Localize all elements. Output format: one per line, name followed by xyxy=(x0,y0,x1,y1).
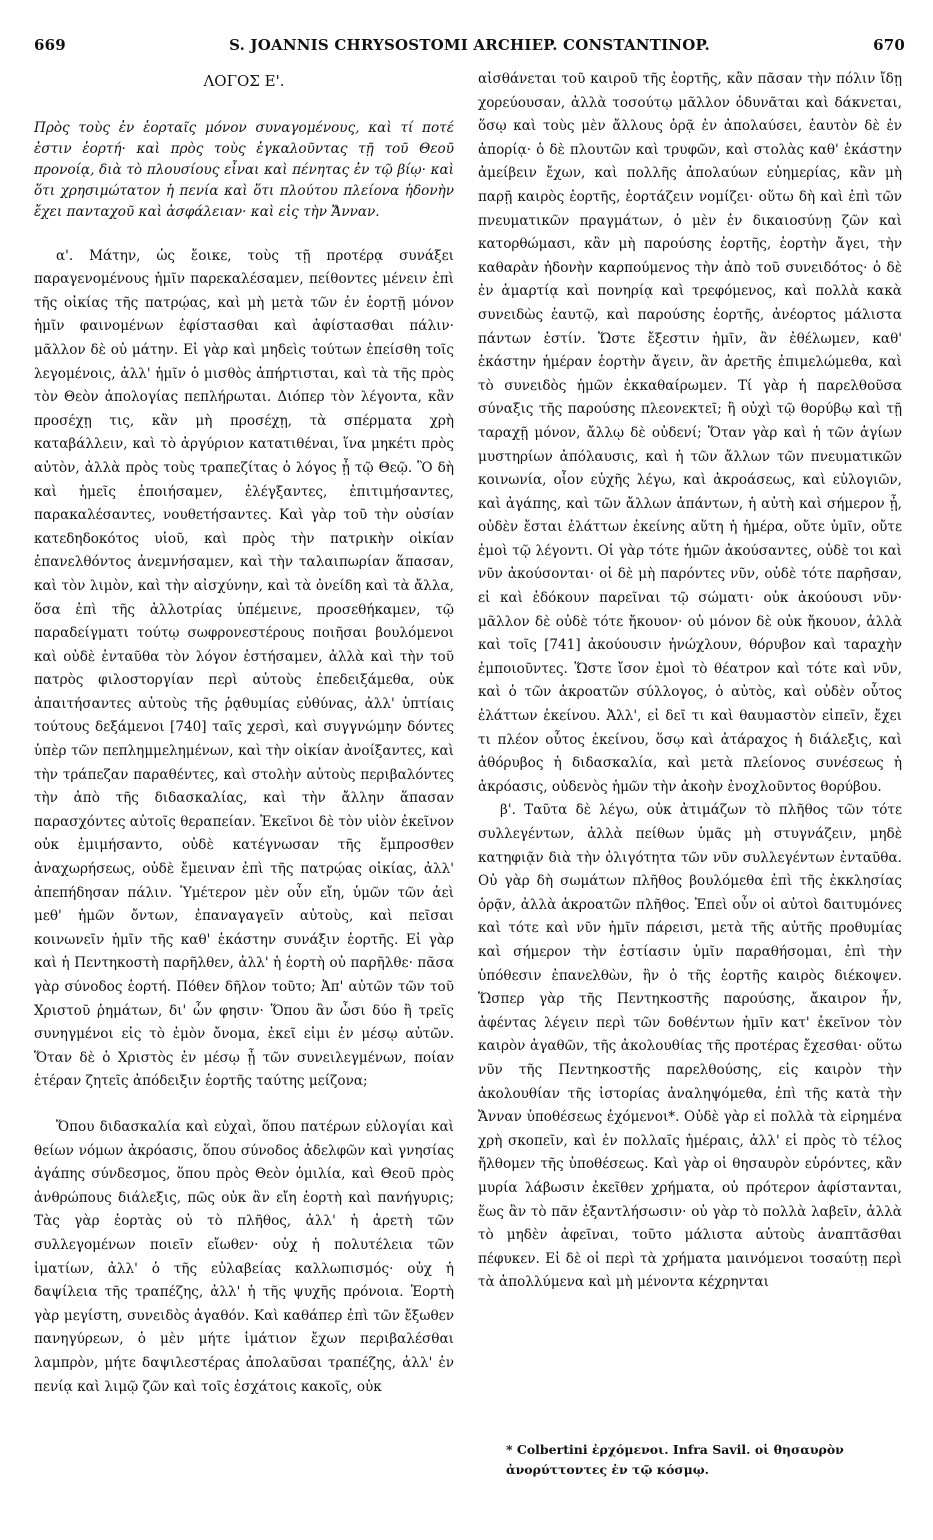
page-number-left: 669 xyxy=(34,36,66,54)
right-paragraph-2: β'. Ταῦτα δὲ λέγω, οὐκ ἀτιμάζων τὸ πλῆθος τῶν τότε συλλεγέντων, ἀλλὰ πείθων ὑμᾶς μὴ στυγνάζειν, μηδὲ κατηφιᾷν διὰ τὴν ὀλιγότητα τῶν νῦν συλλεγέντων ἐνταῦθα. Οὐ γὰρ δὴ σωμάτων πλῆθος βουλόμεθα ἐπὶ τῆς ἐκκλησίας ὁρᾷν, ἀλλὰ ἀκροατῶν πλῆθος. Ἐπεὶ οὖν οἱ αὐτοὶ δαιτυμόνες καὶ τότε καὶ νῦν ἡμῖν πάρεισι, μετὰ τῆς αὐτῆς προθυμίας καὶ σήμερον τὴν ἑστίασιν ὑμῖν παραθήσομαι, ἐπὶ τὴν ὑπόθεσιν ἐπανελθὼν, ἣν ὁ τῆς ἑορτῆς καιρὸς διέκοψεν. Ὥσπερ γὰρ τῆς Πεντηκοστῆς παρούσης, ἄκαιρον ἦν, ἀφέντας λέγειν περὶ τῶν δοθέντων ἡμῖν κατ' ἐκεῖνον τὸν καιρὸν ἀγαθῶν, τῆς ἀκολουθίας τῆς προτέρας ἔχεσθαι· οὕτω νῦν τῆς Πεντηκοστῆς παρελθούσης, εἰς καιρὸν τὴν ἀκολουθίαν τῆς ἱστορίας ἀναληψόμεθα, ἐπὶ τῆς κατὰ τὴν Ἄνναν ὑποθέσεως ἐχόμενοι*. Οὐδὲ γὰρ εἰ πολλὰ τὰ εἰρημένα χρὴ σκοπεῖν, καὶ ἐν πολλαῖς ἡμέραις, ἀλλ' εἰ πρὸς τὸ τέλος ἤλθομεν τῆς ὑποθέσεως. Καὶ γὰρ οἱ θησαυρὸν εὑρόντες, κἂν μυρία λάβωσιν ἐκεῖθεν χρήματα, οὐ πρότερον ἀφίστανται, ἕως ἂν τὸ πᾶν ἐξαντλήσωσιν· οὐ γὰρ τὸ πολλὰ λαβεῖν, ἀλλὰ τὸ μηδὲν ἀφεῖναι, τοῦτο μάλιστα αὐτοὺς ἀναπτᾶσθαι πέφυκεν. Εἰ δὲ οἱ περὶ τὰ χρήματα μαινόμενοι τοσαύτῃ περὶ τὰ ἀπολλύμενα καὶ μὴ μένοντα κέχρηνται xyxy=(478,802,902,1291)
running-header xyxy=(34,36,905,58)
page-number-right: 670 xyxy=(873,36,905,54)
footnote: * Colbertini ἐρχόμενοι. Infra Savil. οἱ θησαυρὸν ἀνορύττοντες ἐν τῷ κόσμῳ. xyxy=(506,1442,844,1477)
oration-abstract: Πρὸς τοὺς ἐν ἑορταῖς μόνον συναγομένους, καὶ τί ποτέ ἐστιν ἑορτή· καὶ πρὸς τοὺς ἐγκαλοῦντας τῇ τοῦ Θεοῦ προνοίᾳ, διὰ τὸ πλουσίους εἶναι καὶ πένητας ἐν τῷ βίῳ· καὶ ὅτι χρησιμώτατον ἡ πενία καὶ ὅτι πλούτου πλείονα ἡδονὴν ἔχει πανταχοῦ καὶ ἀσφάλειαν· καὶ εἰς τὴν Ἄνναν. xyxy=(34,119,454,220)
right-paragraph-1: αἰσθάνεται τοῦ καιροῦ τῆς ἑορτῆς, κἂν πᾶσαν τὴν πόλιν ἴδῃ χορεύουσαν, ἀλλὰ τοσούτῳ μᾶλλον ὀδυνᾶται καὶ δάκνεται, ὅσῳ καὶ τοὺς μὲν ἄλλους ὁρᾷ ἐν ἀπολαύσει, ἑαυτὸν δὲ ἐν ἀπορίᾳ· ὁ δὲ πλουτῶν καὶ τρυφῶν, καὶ στολὰς καθ' ἑκάστην ἀμείβειν ἔχων, καὶ πολλῆς ἀπολαύων εὐημερίας, κἂν μὴ παρῇ καιρὸς ἑορτῆς, ἑορτάζειν νομίζει· οὕτω δὴ καὶ ἐπὶ τῶν πνευματικῶν πραγμάτων, ὁ μὲν ἐν δικαιοσύνῃ ζῶν καὶ κατορθώμασι, κἂν μὴ παρούσης ἑορτῆς, ἑορτὴν ἄγει, τὴν καθαρὰν ἡδονὴν καρπούμενος τὴν ἀπὸ τοῦ συνειδότος· ὁ δὲ ἐν ἁμαρτίᾳ καὶ πονηρίᾳ καὶ τρεφόμενος, καὶ πολλὰ κακὰ συνειδὼς ἑαυτῷ, καὶ παρούσης ἑορτῆς, ἀνέορτος μάλιστα πάντων ἐστίν. Ὥστε ἔξεστιν ἡμῖν, ἂν ἐθέλωμεν, καθ' ἑκάστην ἡμέραν ἑορτὴν ἄγειν, ἂν ἀρετῆς ἐπιμελώμεθα, καὶ τὸ συνειδὸς ἡμῶν ἐκκαθαίρωμεν. Τί γὰρ ἡ παρελθοῦσα σύναξις τῆς παρούσης πλεονεκτεῖ; ἢ οὐχὶ τῷ θορύβῳ καὶ τῇ ταραχῇ μόνον, ἄλλῳ δὲ οὐδενί; Ὅταν γὰρ καὶ ἡ τῶν ἁγίων μυστηρίων ἀπόλαυσις, καὶ ἡ τῶν ἄλλων τῶν πνευματικῶν κοινωνία, οἷον εὐχῆς λέγω, καὶ ἀκροάσεως, καὶ εὐλογιῶν, καὶ ἀγάπης, καὶ τῶν ἄλλων ἁπάντων, ἡ αὐτὴ καὶ σήμερον ᾖ, οὐδὲν ἔσται ἐλάττων ἐκείνης αὕτη ἡ ἡμέρα, οὔτε ὑμῖν, οὔτε ἐμοὶ τῷ λέγοντι. Οἱ γὰρ τότε ἡμῶν ἀκούσαντες, οὐδὲ τοι καὶ νῦν ἀκούσονται· οἱ δὲ μὴ παρόντες νῦν, οὐδὲ τότε παρῆσαν, εἰ καὶ ἐδόκουν παρεῖναι τῷ σώματι· οὐκ ἀκούουσι νῦν· μᾶλλον δὲ οὐδὲ τότε ἤκουον· οὐ μόνον δὲ οὐκ ἤκουον, ἀλλὰ καὶ τοῖς [741] ἀκούουσιν ἠνώχλουν, θόρυβον καὶ ταραχὴν ἐμποιοῦντες. Ὥστε ἴσον ἐμοὶ τὸ θέατρον καὶ τότε καὶ νῦν, καὶ ὁ τῶν ἀκροατῶν σύλλογος, ὁ αὐτὸς, καὶ οὐδὲν οὗτος ἐλάττων ἐκείνου. Ἀλλ', εἰ δεῖ τι καὶ θαυμαστὸν εἰπεῖν, ἔχει τι πλέον οὗτος ἐκείνου, ὅσῳ καὶ ἀτάραχος ἡ διάλεξις, καὶ ἀθόρυβος ἡ διδασκαλία, καὶ μετὰ πλείονος συνέσεως ἡ ἀκρόασις, οὐδενὸς ἡμῶν τὴν ἀκοὴν ἐνοχλοῦντος θορύβου. xyxy=(478,71,902,795)
left-paragraph-2: Ὅπου διδασκαλία καὶ εὐχαὶ, ὅπου πατέρων εὐλογίαι καὶ θείων νόμων ἀκρόασις, ὅπου σύνοδος ἀδελφῶν καὶ γνησίας ἀγάπης σύνδεσμος, ὅπου πρὸς Θεὸν ὁμιλία, καὶ Θεοῦ πρὸς ἀνθρώπους διάλεξις, πῶς οὐκ ἂν εἴη ἑορτὴ καὶ πανήγυρις; Τὰς γὰρ ἑορτὰς οὐ τὸ πλῆθος, ἀλλ' ἡ ἀρετὴ τῶν συλλεγομένων ποιεῖν εἴωθεν· οὐχ ἡ πολυτέλεια τῶν ἱματίων, ἀλλ' ὁ τῆς εὐλαβείας καλλωπισμός· οὐχ ἡ δαψίλεια τῆς τραπέζης, ἀλλ' ἡ τῆς ψυχῆς πρόνοια. Ἑορτὴ γὰρ μεγίστη, συνειδὸς ἀγαθόν. Καὶ καθάπερ ἐπὶ τῶν ἔξωθεν πανηγύρεων, ὁ μὲν μήτε ἱμάτιον ἔχων περιβαλέσθαι λαμπρὸν, μήτε δαψιλεστέρας ἀπολαῦσαι τραπέζης, ἀλλ' ἐν πενίᾳ καὶ λιμῷ ζῶν καὶ τοῖς ἐσχάτοις κακοῖς, οὐκ xyxy=(34,1118,454,1395)
running-title: S. JOANNIS CHRYSOSTOMI ARCHIEP. CONSTANTINOP. xyxy=(229,36,710,54)
left-column xyxy=(34,66,454,1399)
right-column xyxy=(478,68,902,1295)
left-paragraph-1: α'. Μάτην, ὡς ἔοικε, τοὺς τῇ προτέρᾳ συνάξει παραγενομένους ἡμῖν παρεκαλέσαμεν, πείθοντες μένειν ἐπὶ τῆς οἰκίας τῆς πατρῴας, καὶ μὴ μετὰ τῶν ἐν ἑορτῇ μόνον ἡμῖν φαινομένων ἐφίστασθαι καὶ ἀφίστασθαι πάλιν· μᾶλλον δὲ οὐ μάτην. Εἰ γὰρ καὶ μηδεὶς τούτων ἐπείσθη τοῖς λεγομένοις, ἀλλ' ἡμῖν ὁ μισθὸς ἀπήρτισται, καὶ τὰ τῆς πρὸς τὸν Θεὸν ἀπολογίας πεπλήρωται. Διόπερ τὸν λέγοντα, κἂν προσέχῃ τις, κἂν μὴ προσέχῃ, τὰ σπέρματα χρὴ καταβάλλειν, καὶ τὸ ἀργύριον κατατιθέναι, ἵνα μηκέτι πρὸς αὐτὸν, ἀλλὰ πρὸς τοὺς τραπεζίτας ὁ λόγος ᾖ τῷ Θεῷ. Ὃ δὴ καὶ ἡμεῖς ἐποιήσαμεν, ἐλέγξαντες, ἐπιτιμήσαντες, παρακαλέσαντες, νουθετήσαντες. Καὶ γὰρ τοῦ τὴν οὐσίαν κατεδηδοκότος υἱοῦ, καὶ πρὸς τὴν πατρικὴν οἰκίαν ἐπανελθόντος ἀνεμνήσαμεν, καὶ τὴν ταλαιπωρίαν ἅπασαν, καὶ τὸν λιμὸν, καὶ τὴν αἰσχύνην, καὶ τὰ ὀνείδη καὶ τὰ ἄλλα, ὅσα ἐπὶ τῆς ἀλλοτρίας ὑπέμεινε, προσεθήκαμεν, τῷ παραδείγματι τούτῳ σωφρονεστέρους ποιῆσαι βουλόμενοι καὶ οὐδὲ ἐνταῦθα τὸν λόγον ἐστήσαμεν, ἀλλὰ καὶ τὴν τοῦ πατρὸς φιλοστοργίαν περὶ αὐτοὺς ἐπεδειξάμεθα, οὐκ ἀπαιτήσαντες αὐτοὺς τῆς ῥᾳθυμίας εὐθύνας, ἀλλ' ὑπτίαις τούτους δεξάμενοι [740] ταῖς χερσὶ, καὶ συγγνώμην δόντες ὑπὲρ τῶν πεπλημμελημένων, καὶ τὴν οἰκίαν ἀνοίξαντες, καὶ τὴν τράπεζαν παραθέντες, καὶ στολὴν αὐτοὺς περιβαλόντες τὴν ἀπὸ τῆς διδασκαλίας, καὶ τὴν ἄλλην ἅπασαν παρασχόντες αὐτοῖς θεραπείαν. Ἐκεῖνοι δὲ τὸν υἱὸν ἐκεῖνον οὐκ ἐμιμήσαντο, οὐδὲ κατέγνωσαν τῆς ἔμπροσθεν ἀναχωρήσεως, οὐδὲ ἔμειναν ἐπὶ τῆς πατρῴας οἰκίας, ἀλλ' ἀπεπήδησαν πάλιν. Ὑμέτερον μὲν οὖν εἴη, ὑμῶν τῶν ἀεὶ μεθ' ἡμῶν ὄντων, ἐπαναγαγεῖν αὐτοὺς, καὶ πεῖσαι κοινωνεῖν ἡμῖν τῆς καθ' ἑκάστην συνάξιν ἑορτῆς. Εἰ γὰρ καὶ ἡ Πεντηκοστὴ παρῆλθεν, ἀλλ' ἡ ἑορτὴ οὐ παρῆλθε· πᾶσα γὰρ σύνοδος ἑορτή. Πόθεν δῆλον τοῦτο; Ἀπ' αὐτῶν τῶν τοῦ Χριστοῦ ῥημάτων, δι' ὧν φησιν· Ὅπου ἂν ὦσι δύο ἢ τρεῖς συνηγμένοι εἰς τὸ ἐμὸν ὄνομα, ἐκεῖ εἰμι ἐν μέσῳ αὐτῶν. Ὅταν δὲ ὁ Χριστὸς ἐν μέσῳ ᾖ τῶν συνειλεγμένων, ποίαν ἑτέραν ζητεῖς ἀπόδειξιν ἑορτῆς ταύτης μείζονα; xyxy=(34,247,454,1090)
oration-title: ΛΟΓΟΣ Ε'. xyxy=(203,72,285,90)
